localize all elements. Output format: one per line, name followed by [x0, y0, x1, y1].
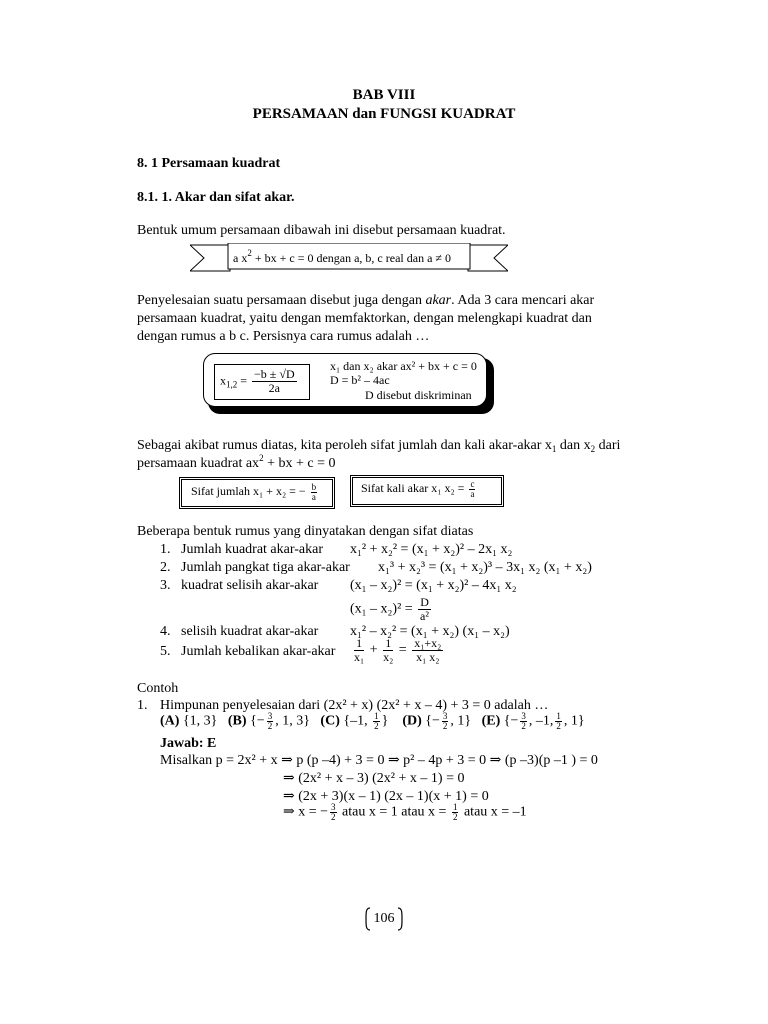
list-item-label: Jumlah kebalikan akar-akar: [181, 644, 336, 659]
solution-step: Misalkan p = 2x² + x ⇒ p (p –4) + 3 = 0 ⇒ p² – 4p + 3 = 0 ⇒ (p –3)(p –1 ) = 0: [160, 753, 598, 768]
product-property: Sifat kali akar x₁ x₂ = $\frac{c}{a}$: [361, 478, 475, 499]
sum-property: Sifat jumlah x₁ + x₂ = − $\frac{b}{a}$: [191, 481, 317, 502]
solution-step-final: ⇒ x = − $\frac{3}{2}$ atau x = 1 atau x = $\frac{1}{2}$ atau x = –1: [283, 802, 527, 822]
list-intro: Beberapa bentuk rumus yang dinyatakan dengan sifat diatas: [137, 524, 474, 539]
list-item-label: Jumlah pangkat tiga akar-akar: [181, 560, 350, 575]
solution-step: ⇒ (2x² + x – 3) (2x² + x – 1) = 0: [283, 771, 465, 786]
solution-line-1: Penyelesaian suatu persamaan disebut juga dengan akar. Ada 3 cara mencari akar: [137, 293, 595, 308]
list-item-formula: x₁² – x₂² = (x₁ + x₂) (x₁ – x₂): [350, 624, 510, 639]
subsection-heading: 8.1. 1. Akar dan sifat akar.: [137, 190, 295, 205]
banner-equation: a $x^2$ + bx + c = 0 dengan a, b, c real dan a ≠ 0: [233, 248, 451, 265]
formula-note-1: x₁ dan x₂ akar ax² + bx + c = 0: [330, 359, 477, 373]
list-item-label: Jumlah kuadrat akar-akar: [181, 542, 323, 557]
list-item-num: 3.: [160, 578, 171, 593]
answer-key: Jawab: E: [160, 736, 217, 751]
intro-text: Bentuk umum persamaan dibawah ini disebut persamaan kuadrat.: [137, 223, 506, 238]
formula-note-2: D = b² – 4ac: [330, 373, 390, 387]
list-item-formula: x₁³ + x₂³ = (x₁ + x₂)³ – 3x₁ x₂ (x₁ + x₂): [378, 560, 592, 575]
list-item-formula-alt: (x₁ – x₂)² = $\frac{D}{\text{a²}}$: [350, 595, 429, 623]
example-label: Contoh: [137, 681, 179, 696]
list-item-label: kuadrat selisih akar-akar: [181, 578, 319, 593]
solution-line-2: persamaan kuadrat, yaitu dengan memfaktorkan, dengan melengkapi kuadrat dan: [137, 311, 592, 326]
question-text: Himpunan penyelesaian dari (2x² + x) (2x² + x – 4) + 3 = 0 adalah …: [160, 698, 549, 713]
list-item-num: 2.: [160, 560, 171, 575]
question-number: 1.: [137, 698, 148, 713]
list-item-formula: x₁² + x₂² = (x₁ + x₂)² – 2x₁ x₂: [350, 542, 513, 557]
consequence-line-2: persamaan kuadrat $ax^2$ + bx + c = 0: [137, 453, 336, 471]
list-item-formula: $\frac{1}{\text{x₁}}$ + $\frac{1}{\text{x₂}}$ = $\frac{\text{x₁+x₂}}{\text{x₁ x₂}}$: [354, 636, 442, 664]
list-item-label: selisih kuadrat akar-akar: [181, 624, 319, 639]
formula-note-3: D disebut diskriminan: [365, 388, 472, 402]
section-heading: 8. 1 Persamaan kuadrat: [137, 156, 281, 171]
chapter-label: BAB VIII: [352, 87, 416, 103]
quadratic-formula: $x_{1,2}$ = $\frac{-b \pm √D}{2a}$: [220, 367, 295, 395]
list-item-formula: (x₁ – x₂)² = (x₁ + x₂)² – 4x₁ x₂: [350, 578, 517, 593]
answer-options: (A) {1, 3} (B) {− $\frac{3}{2}$ , 1, 3} (C) {–1, $\frac{1}{2}$ } (D) {− $\frac{3}{2}$ , 1} (E) {− $\frac{3}{2}$ , –1, $\frac{1}{2}$ , 1}: [160, 711, 585, 731]
page-number: 106: [373, 911, 395, 926]
list-item-num: 5.: [160, 644, 171, 659]
chapter-title: PERSAMAAN dan FUNGSI KUADRAT: [252, 106, 516, 122]
consequence-line-1: Sebagai akibat rumus diatas, kita peroleh sifat jumlah dan kali akar-akar $x_1$ dan $x_2$ dari: [137, 438, 621, 454]
solution-line-3: dengan rumus a b c. Persisnya cara rumus adalah …: [137, 329, 430, 344]
list-item-num: 4.: [160, 624, 171, 639]
solution-step: ⇒ (2x + 3)(x – 1) (2x – 1)(x + 1) = 0: [283, 789, 489, 804]
list-item-num: 1.: [160, 542, 171, 557]
